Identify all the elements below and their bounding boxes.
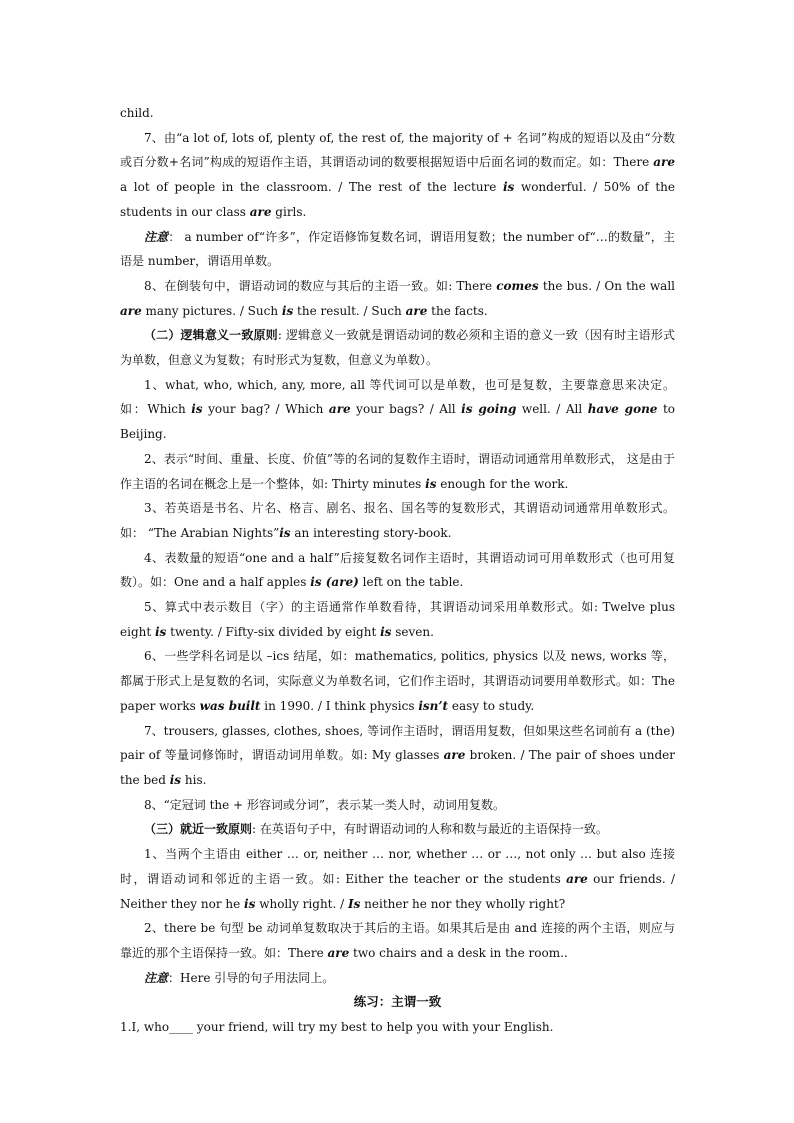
body-text: 4、表数量的短语“one and a half”后接复数名词作主语时，其谓语动词可用单数形式（也可用复数）。如：One and a half apples — [120, 550, 675, 590]
body-text: 5、算式中表示数目（字）的主语通常作单数看待，其谓语动词采用单数形式。如: Twelve plus eight — [120, 600, 675, 639]
paragraph-11 — [120, 719, 675, 793]
body-text: child. — [120, 106, 154, 120]
emphasis-text: are — [653, 155, 675, 170]
emphasis-text: is (are) — [310, 575, 359, 590]
emphasis-text: is going — [461, 402, 517, 417]
paragraph-8 — [120, 546, 675, 595]
emphasis-text: are — [249, 204, 272, 219]
body-text: 1、what, who, which, any, more, all 等代词可以是单数，也可是复数，主要靠意思来决定。如：Which — [120, 377, 675, 417]
body-text: the facts. — [427, 303, 488, 318]
body-text: many pictures. / Such — [141, 303, 282, 318]
emphasis-text: （二）逻辑意义一致原则 — [144, 328, 278, 343]
body-text: neither he nor they wholly right? — [360, 896, 566, 911]
emphasis-text: is — [169, 772, 182, 787]
body-text: wonderful. / 50% of the students in our class — [120, 180, 675, 219]
body-text: our friends. / Neither they nor he — [120, 871, 675, 911]
emphasis-text: are — [566, 871, 588, 886]
paragraph-2 — [120, 225, 675, 274]
body-text: left on the table. — [358, 575, 464, 590]
paragraph-14 — [120, 842, 675, 916]
emphasis-text: are — [405, 303, 428, 318]
body-text: easy to study. — [448, 698, 535, 713]
body-text: broken. / The pair of shoes under the bed — [120, 748, 675, 787]
body-text: his. — [181, 772, 207, 787]
body-text: 1、当两个主语由 either … or, neither … nor, whether … or …, not only … but also 连接时，谓语动词和邻近的主语一致。如: Either the teacher or the students — [120, 847, 675, 886]
body-text: two chairs and a desk in the room.. — [349, 945, 568, 960]
emphasis-text: 注意 — [144, 229, 169, 244]
paragraph-12 — [120, 793, 675, 818]
body-text: the bus. / On the wall — [538, 278, 675, 293]
body-text: : 逻辑意义一致就是谓语动词的数必须和主语的意义一致（因有时主语形式为单数，但意义为复数；有时形式为复数，但意义为单数）。 — [120, 328, 675, 368]
body-text: enough for the work. — [436, 476, 569, 491]
body-text: an interesting story-book. — [290, 525, 452, 540]
body-text: seven. — [391, 624, 434, 639]
body-text: 2、there be 句型 be 动词单复数取决于其后的主语。如果其后是由 and 连接的两个主语，则应与靠近的那个主语保持一致。如：There — [120, 921, 675, 960]
body-text: 6、一些学科名词是以 –ics 结尾，如：mathematics, politics, physics 以及 news, works 等，都属于形式上是复数的名词，实际意义为单数名词，它们作主语时，其谓语动词要用单数形式。如：The paper works — [120, 649, 675, 713]
paragraph-5 — [120, 373, 675, 447]
paragraph-10 — [120, 644, 675, 718]
emphasis-text: 注意 — [144, 970, 169, 985]
emphasis-text: isn’t — [418, 698, 449, 713]
paragraph-3 — [120, 274, 675, 323]
body-text: in 1990. / I think physics — [260, 698, 419, 713]
emphasis-text: are — [443, 748, 466, 763]
emphasis-text: is — [425, 476, 437, 491]
emphasis-text: are — [327, 945, 350, 960]
body-text: girls. — [271, 204, 307, 219]
emphasis-text: are — [120, 303, 142, 318]
paragraph-9 — [120, 595, 675, 644]
paragraph-1 — [120, 126, 675, 225]
grammar-notes — [120, 101, 675, 990]
body-text: to Beijing. — [120, 402, 675, 442]
emphasis-text: is — [244, 896, 256, 911]
body-text: the result. / Such — [293, 303, 406, 318]
exercise-title: 练习：主谓一致 — [353, 994, 442, 1010]
paragraph-4 — [120, 323, 675, 372]
exercise-question-1: 1.I, who____ your friend, will try my best to help you with your English. — [120, 1020, 554, 1035]
body-text: ：Here 引导的句子用法同上。 — [168, 970, 335, 985]
body-text: twenty. / Fifty-six divided by eight — [166, 624, 381, 639]
body-text: 3、若英语是书名、片名、格言、剧名、报名、国名等的复数形式，其谓语动词通常用单数形式。如： “The Arabian Nights” — [120, 501, 675, 540]
body-text: wholly right. / — [255, 896, 348, 911]
paragraph-0 — [120, 101, 675, 126]
emphasis-text: is — [279, 525, 291, 540]
body-text: : 在英语句子中，有时谓语动词的人称和数与最近的主语保持一致。 — [252, 822, 608, 837]
paragraph-13 — [120, 817, 675, 842]
body-text: 8、“定冠词 the + 形容词或分词”，表示某一类人时，动词用复数。 — [144, 797, 506, 812]
paragraph-6 — [120, 447, 675, 496]
emphasis-text: （三）就近一致原则 — [144, 822, 253, 837]
emphasis-text: is — [191, 402, 203, 417]
emphasis-text: is — [380, 624, 392, 639]
paragraph-7 — [120, 496, 675, 545]
emphasis-text: was built — [199, 698, 261, 713]
paragraph-16 — [120, 966, 675, 991]
body-text: your bags? / All — [350, 402, 462, 417]
body-text: a lot of people in the classroom. / The rest of the lecture — [120, 180, 503, 195]
emphasis-text: comes — [496, 278, 539, 293]
body-text: 7、trousers, glasses, clothes, shoes, 等词作主语时，谓语用复数，但如果这些名词前有 a (the) pair of 等量词修饰时，谓语动词用单数。如: My glasses — [120, 723, 675, 763]
document-body — [120, 101, 675, 1040]
emphasis-text: Is — [347, 896, 361, 911]
emphasis-text: is — [281, 303, 294, 318]
body-text: your bag? / Which — [202, 402, 329, 417]
body-text: 2、表示“时间、重量、长度、价值”等的名词的复数作主语时，谓语动词通常用单数形式， 这是由于作主语的名词在概念上是一个整体，如: Thirty minutes — [120, 451, 675, 491]
emphasis-text: have gone — [587, 402, 658, 417]
body-text: well. / All — [516, 402, 588, 417]
paragraph-15 — [120, 916, 675, 965]
body-text: ： a number of“许多”，作定语修饰复数名词，谓语用复数；the number of“…的数量”，主语是 number，谓语用单数。 — [120, 229, 675, 269]
emphasis-text: is — [503, 180, 515, 195]
body-text: 8、在倒装句中，谓语动词的数应与其后的主语一致。如: There — [144, 278, 497, 293]
body-text: 7、由“a lot of, lots of, plenty of, the rest of, the majority of + 名词”构成的短语以及由“分数或百分数+名词”构成的短语作主语，其谓语动词的数要根据短语中后面名词的数而定。如：There — [120, 130, 675, 170]
emphasis-text: are — [328, 402, 351, 417]
emphasis-text: is — [155, 624, 167, 639]
